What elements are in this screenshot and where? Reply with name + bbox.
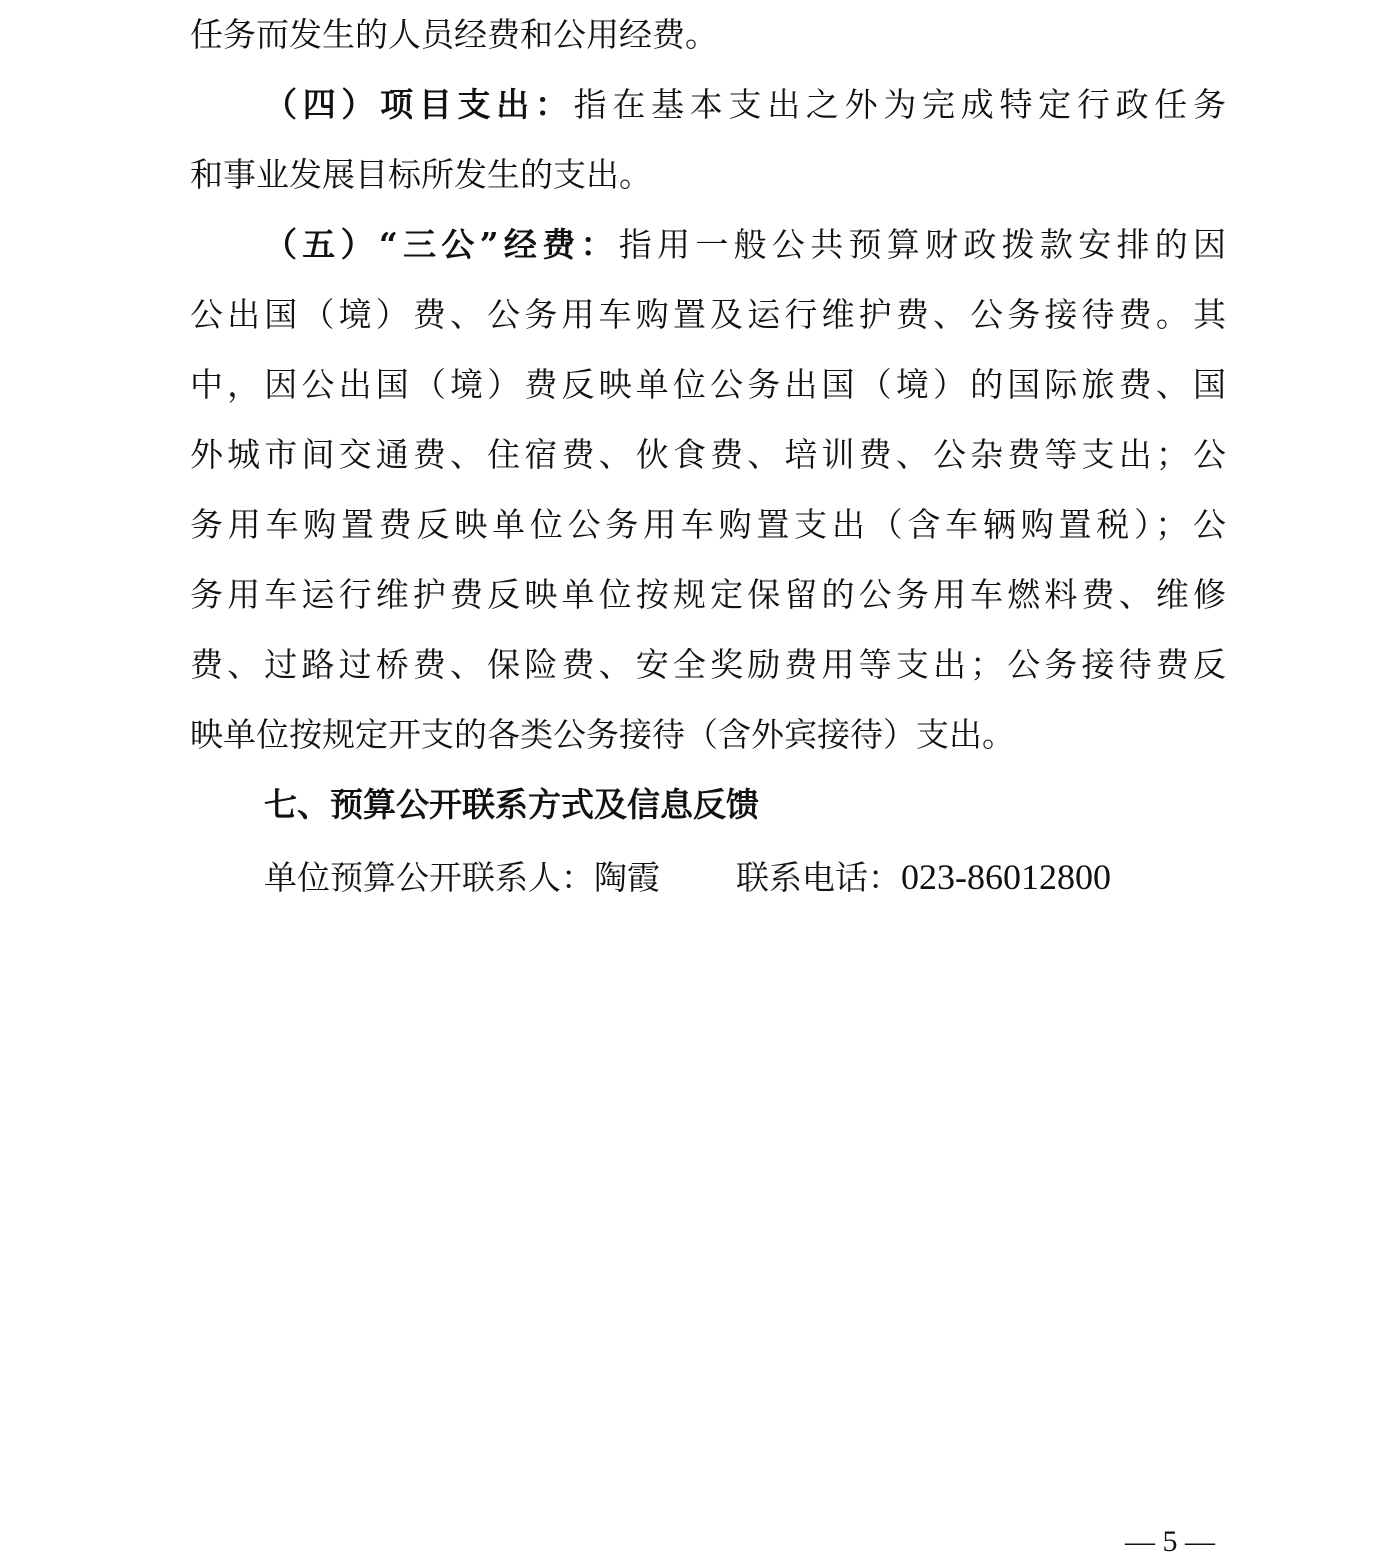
line-text: 任务而发生的人员经费和公用经费。 [190, 15, 718, 54]
line-text: 外城市间交通费、住宿费、伙食费、培训费、公杂费等支出；公 [190, 435, 1226, 474]
contact-line [264, 842, 1226, 912]
term-label-project-expenditure: （四）项目支出： [264, 85, 574, 124]
paragraph-line [190, 630, 1226, 700]
section-heading: 七、预算公开联系方式及信息反馈 [264, 785, 759, 824]
line-text: 指用一般公共预算财政拨款安排的因 [618, 225, 1226, 264]
paragraph-line [190, 280, 1226, 350]
line-text: 务用车购置费反映单位公务用车购置支出（含车辆购置税）；公 [190, 505, 1226, 544]
paragraph-line-project-expenditure [264, 70, 1226, 140]
line-text: 指在基本支出之外为完成特定行政任务 [573, 85, 1227, 124]
contact-person: 单位预算公开联系人：陶霞 [264, 858, 660, 897]
paragraph-line [190, 560, 1226, 630]
line-text: 映单位按规定开支的各类公务接待（含外宾接待）支出。 [190, 715, 1015, 754]
paragraph-line [190, 350, 1226, 420]
contact-phone-number: 023-86012800 [901, 857, 1111, 897]
line-text: 费、过路过桥费、保险费、安全奖励费用等支出；公务接待费反 [190, 645, 1226, 684]
line-text: 务用车运行维护费反映单位按规定保留的公务用车燃料费、维修 [190, 575, 1226, 614]
paragraph-line [190, 140, 1226, 210]
paragraph-line-three-public-expenses [264, 210, 1226, 280]
paragraph-line [190, 0, 1226, 70]
line-text: 公出国（境）费、公务用车购置及运行维护费、公务接待费。其 [190, 295, 1226, 334]
contact-phone-label: 联系电话： [736, 858, 901, 897]
term-label-three-public-expenses: （五）“三公”经费： [264, 225, 619, 264]
paragraph-line [190, 490, 1226, 560]
line-text: 和事业发展目标所发生的支出。 [190, 155, 652, 194]
paragraph-line [190, 700, 1226, 770]
line-text: 中，因公出国（境）费反映单位公务出国（境）的国际旅费、国 [190, 365, 1226, 404]
page-number: — 5 — [1125, 1525, 1215, 1558]
paragraph-line [190, 420, 1226, 490]
